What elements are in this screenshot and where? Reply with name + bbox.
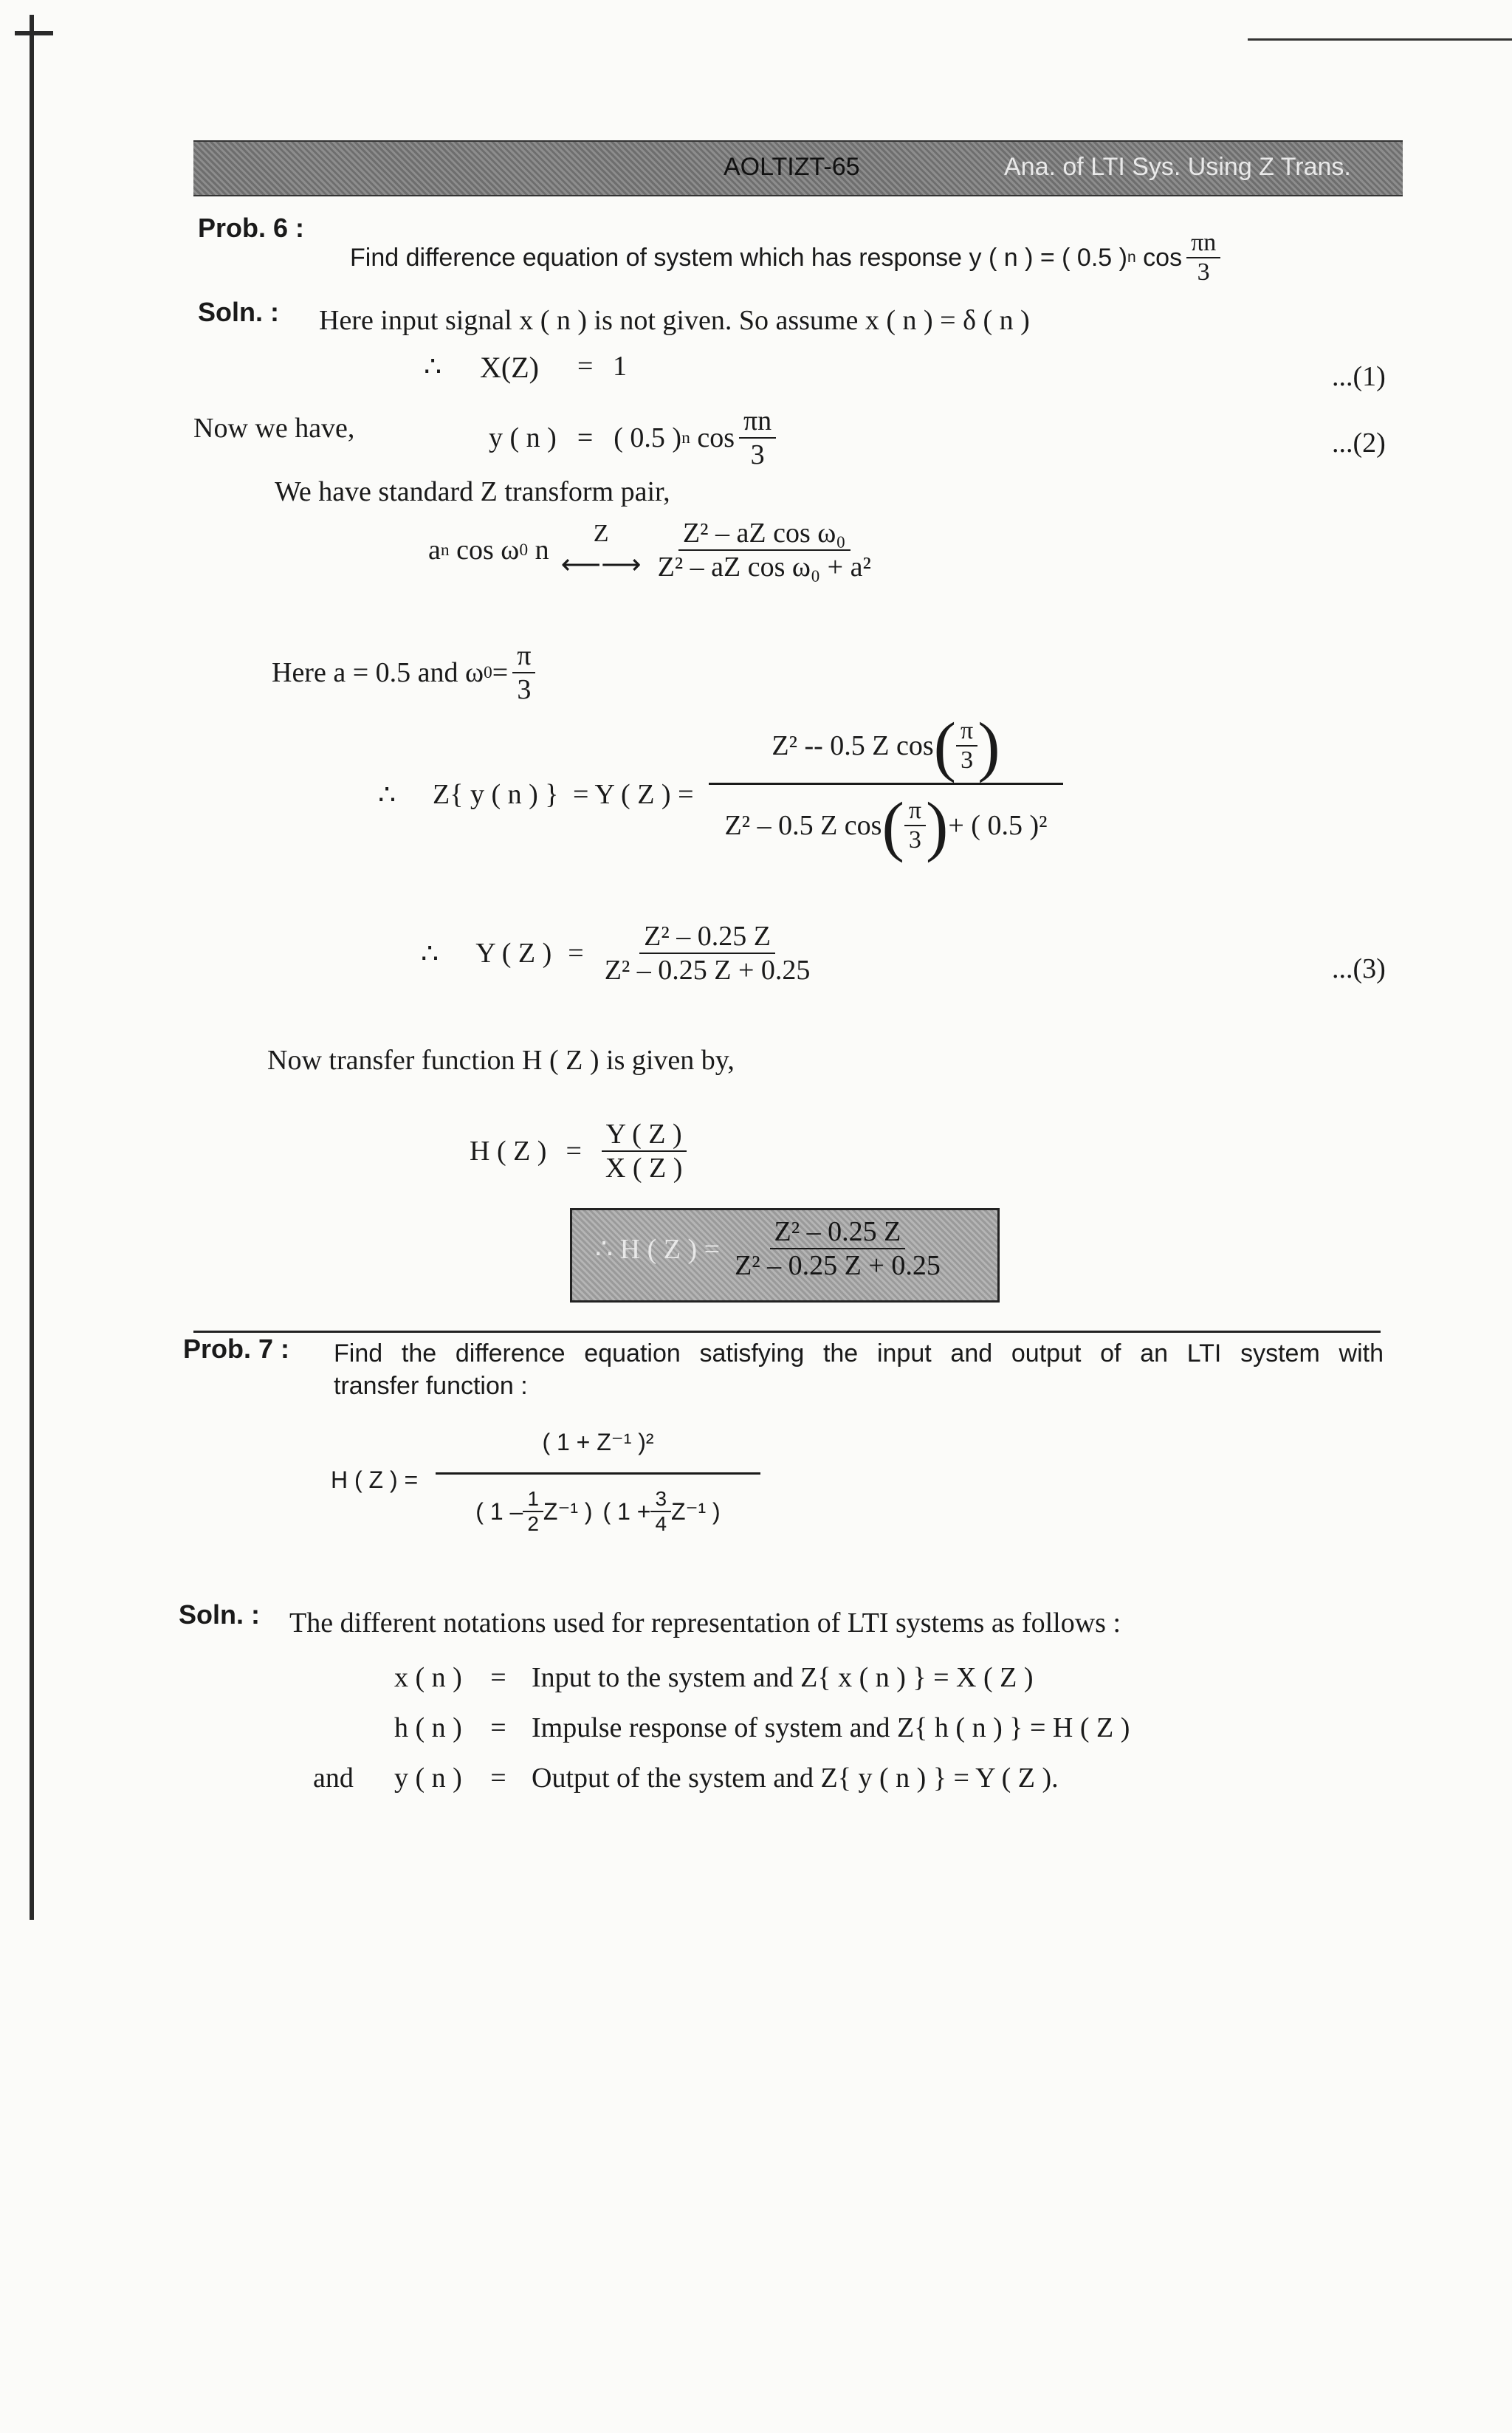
boxed-lhs: ∴ H ( Z ) = — [595, 1233, 721, 1265]
here-3: 3 — [517, 674, 532, 705]
notation-desc: Input to the system and Z{ x ( n ) } = X ( Z ) — [532, 1662, 1034, 1693]
eqno-3: ...(3) — [1332, 953, 1386, 984]
here-a-line: Here a = 0.5 and ω 0 = $\frac{\pi}{3}$ — [272, 639, 535, 706]
prob7-den — [475, 1475, 720, 1548]
prob6-frac-den: 3 — [1197, 258, 1210, 286]
zy-num — [772, 709, 1000, 783]
prob7-label: Prob. 7 : — [183, 1334, 290, 1364]
prob7-statement-2: transfer function : — [334, 1372, 528, 1400]
prob7-den-left-post: Z⁻¹ ) — [543, 1498, 593, 1525]
zy-den-pi: π — [904, 797, 926, 826]
std-pair-text: We have standard Z transform pair, — [275, 476, 670, 507]
yn-frac-den: 3 — [750, 439, 765, 470]
pair-lhs-n2: n — [535, 535, 549, 566]
therefore-3: ∴ — [421, 938, 439, 970]
yn-fraction — [739, 405, 776, 471]
pair-fraction — [653, 517, 876, 583]
yz-num: Z² – 0.25 Z — [639, 920, 775, 954]
zy-num-rparen: ) — [977, 708, 1000, 783]
here-pi-frac — [512, 639, 535, 706]
zy-den-pre: Z² – 0.5 Z cos — [724, 810, 882, 841]
now-we-have: Now we have, — [193, 413, 355, 444]
notation-row — [313, 1653, 1130, 1703]
xz-eq: = — [577, 351, 594, 382]
therefore-2: ∴ — [378, 780, 396, 811]
yn-frac-num: πn — [739, 405, 776, 439]
hz-fraction — [601, 1118, 687, 1184]
zy-den — [724, 785, 1047, 866]
notation-sym: y ( n ) — [394, 1763, 462, 1794]
xz-rhs: 1 — [613, 351, 627, 382]
eqno-1: ...(1) — [1332, 361, 1386, 392]
therefore-1: ∴ — [424, 351, 442, 382]
zy-den-pi-frac — [904, 797, 926, 854]
eq3 — [421, 920, 814, 986]
pair-lhs-a: a — [428, 535, 441, 566]
hz-eq — [470, 1118, 687, 1184]
boxed-num: Z² – 0.25 Z — [770, 1215, 906, 1249]
notation-eq: = — [490, 1662, 506, 1693]
section-divider — [193, 1331, 1381, 1333]
soln7-label: Soln. : — [179, 1599, 260, 1630]
eqno-2: ...(2) — [1332, 428, 1386, 459]
hz-eq-sign: = — [566, 1136, 582, 1167]
top-rule — [1248, 38, 1512, 41]
prob6-cos: cos — [1143, 243, 1183, 272]
yn-eq: = — [577, 422, 594, 453]
boxed-den: Z² – 0.25 Z + 0.25 — [735, 1250, 941, 1281]
pair-arrow-group — [561, 520, 642, 581]
yz-fraction — [600, 920, 815, 986]
pair-num: Z² – aZ cos ω₀ — [678, 517, 850, 551]
pair-arrow-label: Z — [593, 519, 609, 547]
boxed-answer-eq — [595, 1215, 945, 1282]
zy-den-rparen: ) — [926, 788, 949, 863]
zy-mid: = Y ( Z ) = — [573, 779, 694, 810]
prob7-tq-den: 4 — [655, 1512, 667, 1535]
here-a-eq: = — [492, 657, 509, 688]
header-code: AOLTIZT-65 — [724, 153, 860, 181]
prob7-half-num: 1 — [523, 1487, 543, 1512]
prob7-tq-num: 3 — [650, 1487, 671, 1512]
prob6-fraction — [1186, 229, 1220, 286]
prob7-statement-1: Find the difference equation satisfying the input and output of an LTI system with — [334, 1339, 1384, 1368]
soln7-intro: The different notations used for representation of LTI systems as follows : — [289, 1607, 1121, 1638]
zy-lhs: Z{ y ( n ) } — [433, 779, 559, 810]
zy-den-post: + ( 0.5 )² — [948, 810, 1048, 841]
binding-edge — [30, 15, 34, 1920]
notation-sym: h ( n ) — [394, 1712, 462, 1743]
hz-den: X ( Z ) — [605, 1153, 683, 1184]
std-pair-eq: a n cos ω 0 n Z ⟵⟶ $\frac{\text{Z² – aZ cos ω₀}}{\text{Z² – aZ cos ω₀ + a²}}$ — [428, 517, 876, 583]
yn-base: ( 0.5 ) — [614, 422, 682, 453]
xz-lhs: X(Z) — [480, 351, 539, 384]
prob7-tq-frac — [650, 1487, 671, 1536]
pair-arrow: ⟵⟶ — [560, 549, 642, 580]
prob7-num — [542, 1412, 653, 1472]
prob7-den-right: ( 1 + — [602, 1497, 651, 1525]
yz-lhs: Y ( Z ) — [475, 938, 552, 969]
prob7-den-left: ( 1 – — [475, 1497, 523, 1525]
prob6-frac-num: πn — [1186, 229, 1220, 258]
yz-eq: = — [568, 938, 584, 969]
pair-den: Z² – aZ cos ω₀ + a² — [657, 552, 871, 583]
zy-fraction — [709, 709, 1063, 866]
notation-table — [313, 1653, 1130, 1803]
binding-edge-top — [15, 31, 53, 35]
pair-lhs-cos: cos ω — [456, 535, 520, 566]
header-title: Ana. of LTI Sys. Using Z Trans. — [1004, 153, 1351, 181]
soln6-line1: Here input signal x ( n ) is not given. So assume x ( n ) = δ ( n ) — [319, 305, 1030, 336]
zy-num-lparen: ( — [933, 708, 957, 783]
eq2: y ( n ) = ( 0.5 ) n cos $\frac{\pi n}{3}$ — [489, 405, 776, 471]
boxed-fraction — [730, 1215, 945, 1282]
notation-row — [313, 1703, 1130, 1753]
here-pi: π — [512, 639, 535, 673]
prob7-half-den: 2 — [527, 1512, 539, 1535]
hz-num: Y ( Z ) — [602, 1118, 687, 1152]
yz-den: Z² – 0.25 Z + 0.25 — [604, 955, 811, 986]
tf-intro: Now transfer function H ( Z ) is given by, — [267, 1045, 735, 1076]
here-a-text: Here a = 0.5 and ω — [272, 657, 484, 688]
soln6-label: Soln. : — [198, 297, 279, 327]
notation-pre: and — [313, 1763, 354, 1794]
zy-den-3: 3 — [908, 826, 921, 854]
zy-num-3: 3 — [961, 747, 974, 774]
hz-lhs: H ( Z ) — [470, 1136, 547, 1167]
prob7-fraction — [436, 1412, 760, 1548]
zy-den-lparen: ( — [882, 788, 904, 863]
prob6-statement: Find difference equation of system which has response y ( n ) = ( 0.5 ) n cos $\frac{\pi n}{3}$ — [350, 229, 1220, 286]
zy-num-pi: π — [956, 717, 977, 747]
notation-eq: = — [490, 1712, 506, 1743]
yn-lhs: y ( n ) — [489, 422, 557, 453]
zy-num-pre: Z² -- 0.5 Z cos — [772, 730, 934, 761]
notation-eq: = — [490, 1763, 506, 1794]
prob7-num-text: ( 1 + Z⁻¹ )² — [542, 1429, 654, 1455]
prob7-den-right-post: Z⁻¹ ) — [671, 1498, 721, 1525]
notation-desc: Impulse response of system and Z{ h ( n ) } = H ( Z ) — [532, 1712, 1130, 1743]
notation-sym: x ( n ) — [394, 1662, 462, 1693]
notation-row — [313, 1753, 1130, 1803]
prob6-label: Prob. 6 : — [198, 213, 305, 243]
notation-desc: Output of the system and Z{ y ( n ) } = Y ( Z ). — [532, 1763, 1059, 1794]
prob7-hz-lhs: H ( Z ) = — [331, 1466, 419, 1493]
prob6-statement-text: Find difference equation of system which has response y ( n ) = ( 0.5 ) — [350, 243, 1127, 272]
zy-num-pi-frac — [956, 717, 977, 775]
yn-cos: cos — [697, 422, 735, 453]
prob7-half-frac — [523, 1487, 543, 1536]
